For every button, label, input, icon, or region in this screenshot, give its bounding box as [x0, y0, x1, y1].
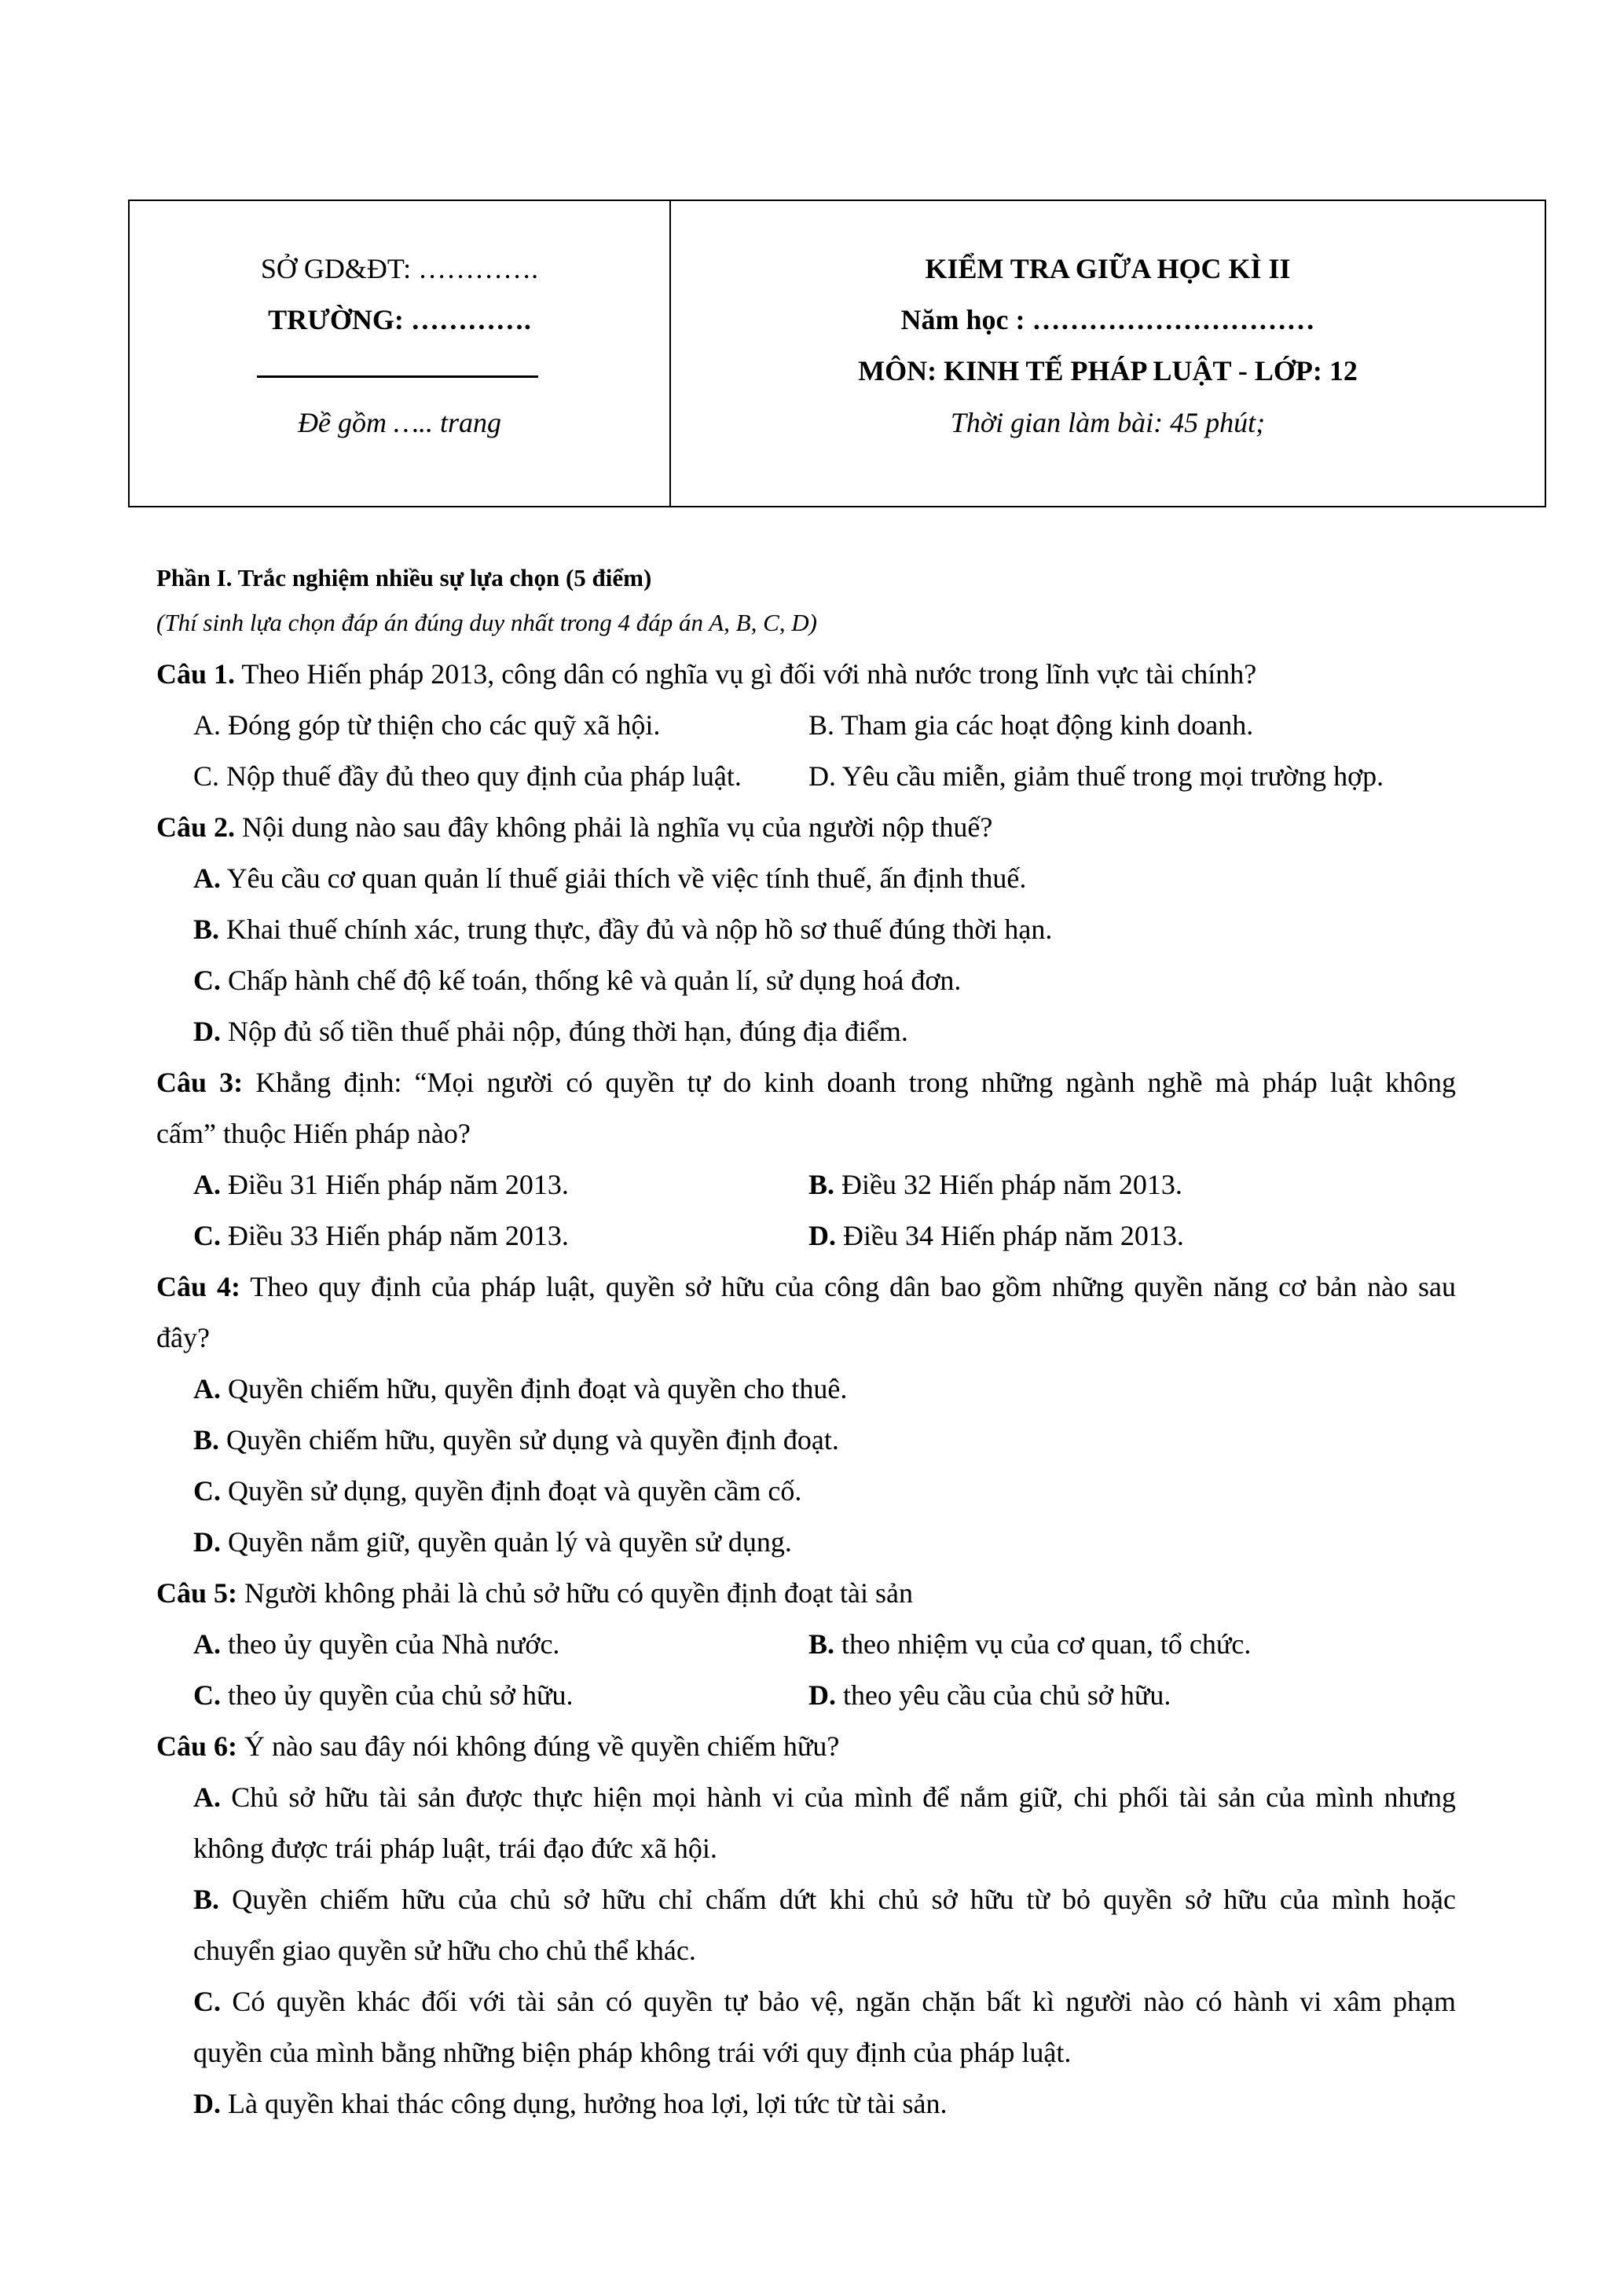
option-text: Là quyền khai thác công dụng, hưởng hoa lợi, lợi tức từ tài sản. — [221, 2088, 948, 2119]
question-2 — [156, 810, 992, 844]
option-key: D. — [808, 1679, 836, 1711]
option-4b[interactable] — [193, 1423, 839, 1457]
option-text: theo ủy quyền của chủ sở hữu. — [221, 1679, 574, 1711]
question-6 — [156, 1729, 839, 1763]
subject-line: MÔN: KINH TẾ PHÁP LUẬT - LỚP: 12 — [858, 355, 1358, 386]
option-6d[interactable] — [193, 2086, 947, 2121]
option-key: B. — [808, 1169, 835, 1200]
question-text: Ý nào sau đây nói không đúng về quyền chiếm hữu? — [237, 1730, 840, 1762]
header-underline — [257, 375, 538, 378]
option-key: A. — [193, 1628, 221, 1660]
question-text: Nội dung nào sau đây không phải là nghĩa vụ của người nộp thuế? — [235, 811, 993, 843]
option-3c[interactable] — [193, 1218, 569, 1253]
option-6a-continued: không được trái pháp luật, trái đạo đức xã hội. — [193, 1833, 717, 1864]
question-label: Câu 5: — [156, 1577, 238, 1609]
option-text: Yêu cầu cơ quan quản lí thuế giải thích về việc tính thuế, ấn định thuế. — [221, 862, 1027, 894]
question-label: Câu 1. — [156, 658, 236, 690]
option-1c[interactable] — [193, 759, 742, 793]
page-count-label: Đề gồm ….. trang — [298, 407, 501, 438]
option-text: Quyền chiếm hữu, quyền định đoạt và quyền cho thuê. — [221, 1373, 848, 1404]
option-text: theo nhiệm vụ của cơ quan, tổ chức. — [834, 1628, 1252, 1660]
option-4a[interactable] — [193, 1371, 847, 1406]
option-2b[interactable] — [193, 912, 1052, 947]
option-5c[interactable] — [193, 1678, 573, 1712]
question-text: Khẳng định: “Mọi người có quyền tự do kinh doanh trong những ngành nghề mà pháp luật không — [243, 1067, 1457, 1098]
option-6a[interactable] — [193, 1780, 1456, 1814]
question-text: Người không phải là chủ sở hữu có quyền định đoạt tài sản — [237, 1577, 913, 1609]
option-1b[interactable] — [808, 708, 1253, 742]
option-key: A. — [193, 1782, 221, 1813]
option-3b[interactable] — [808, 1167, 1182, 1202]
option-key: A. — [193, 1169, 221, 1200]
option-text: A. Đóng góp từ thiện cho các quỹ xã hội. — [193, 709, 661, 741]
option-3a[interactable] — [193, 1167, 569, 1202]
question-3 — [156, 1065, 1456, 1100]
option-text: Khai thuế chính xác, trung thực, đầy đủ và nộp hồ sơ thuế đúng thời hạn. — [219, 914, 1053, 945]
question-label: Câu 4: — [156, 1271, 240, 1302]
option-4d[interactable] — [193, 1525, 792, 1559]
option-text: Chủ sở hữu tài sản được thực hiện mọi hành vi của mình để nắm giữ, chi phối tài sản của mình nhưng — [221, 1782, 1456, 1813]
option-key: D. — [193, 2088, 221, 2119]
option-key: B. — [808, 1628, 835, 1660]
option-key: A. — [193, 862, 221, 894]
option-5a[interactable] — [193, 1627, 559, 1661]
option-1d[interactable] — [808, 759, 1384, 793]
option-text: Quyền nắm giữ, quyền quản lý và quyền sử dụng. — [221, 1526, 792, 1558]
section-title: Phần I. Trắc nghiệm nhiều sự lựa chọn (5 điểm) — [156, 564, 652, 591]
question-4 — [156, 1269, 1456, 1304]
option-key: D. — [808, 1220, 836, 1251]
option-text: Điều 34 Hiến pháp năm 2013. — [836, 1220, 1184, 1251]
option-key: D. — [193, 1526, 221, 1558]
question-text: Theo quy định của pháp luật, quyền sở hữu của công dân bao gồm những quyền năng cơ bản nào sau — [240, 1271, 1456, 1302]
option-key: C. — [193, 1475, 221, 1507]
option-text: Quyền chiếm hữu của chủ sở hữu chỉ chấm dứt khi chủ sở hữu từ bỏ quyền sở hữu của mình hoặc — [219, 1884, 1456, 1915]
option-text: Quyền sử dụng, quyền định đoạt và quyền cầm cố. — [221, 1475, 802, 1507]
question-1 — [156, 657, 1256, 691]
option-4c[interactable] — [193, 1474, 801, 1508]
option-key: C. — [193, 1986, 221, 2017]
option-5d[interactable] — [808, 1678, 1171, 1712]
option-text: D. Yêu cầu miễn, giảm thuế trong mọi trường hợp. — [808, 760, 1384, 792]
option-text: B. Tham gia các hoạt động kinh doanh. — [808, 709, 1254, 741]
option-key: B. — [193, 914, 220, 945]
question-text: Theo Hiến pháp 2013, công dân có nghĩa vụ gì đối với nhà nước trong lĩnh vực tài chính? — [235, 658, 1257, 690]
option-text: Chấp hành chế độ kế toán, thống kê và quản lí, sử dụng hoá đơn. — [221, 965, 962, 996]
option-text: Quyền chiếm hữu, quyền sử dụng và quyền định đoạt. — [219, 1424, 839, 1456]
department-label: SỞ GD&ĐT: …………. — [260, 253, 539, 284]
question-label: Câu 6: — [156, 1730, 238, 1762]
option-text: Điều 32 Hiến pháp năm 2013. — [834, 1169, 1182, 1200]
school-label: TRƯỜNG: …………. — [268, 304, 531, 335]
option-text: Nộp đủ số tiền thuế phải nộp, đúng thời hạn, đúng địa điểm. — [221, 1016, 908, 1047]
option-text: Điều 31 Hiến pháp năm 2013. — [221, 1169, 569, 1200]
option-2d[interactable] — [193, 1014, 908, 1049]
option-6c-continued: quyền của mình bằng những biện pháp không trái với quy định của pháp luật. — [193, 2037, 1072, 2068]
option-key: C. — [193, 1679, 221, 1711]
option-1a[interactable] — [193, 708, 660, 742]
option-text: Điều 33 Hiến pháp năm 2013. — [221, 1220, 569, 1251]
section-instruction: (Thí sinh lựa chọn đáp án đúng duy nhất trong 4 đáp án A, B, C, D) — [156, 609, 817, 636]
option-6c[interactable] — [193, 1984, 1456, 2019]
question-5 — [156, 1576, 913, 1610]
question-label: Câu 3: — [156, 1067, 244, 1098]
option-key: C. — [193, 965, 221, 996]
option-key: C. — [193, 1220, 221, 1251]
exam-time: Thời gian làm bài: 45 phút; — [950, 407, 1266, 438]
option-key: B. — [193, 1884, 220, 1915]
option-key: D. — [193, 1016, 221, 1047]
header-divider — [669, 200, 671, 507]
option-6b[interactable] — [193, 1882, 1456, 1917]
header-box — [128, 200, 1546, 507]
option-text: C. Nộp thuế đầy đủ theo quy định của pháp luật. — [193, 760, 742, 792]
exam-title: KIỂM TRA GIỮA HỌC KÌ II — [925, 253, 1291, 284]
option-text: Có quyền khác đối với tài sản có quyền tự bảo vệ, ngăn chặn bất kì người nào có hành vi xâm phạm — [221, 1986, 1456, 2017]
question-3-continued: cấm” thuộc Hiến pháp nào? — [156, 1118, 471, 1149]
option-text: theo yêu cầu của chủ sở hữu. — [836, 1679, 1171, 1711]
option-key: B. — [193, 1424, 220, 1456]
question-4-continued: đây? — [156, 1322, 210, 1353]
option-5b[interactable] — [808, 1627, 1251, 1661]
option-2a[interactable] — [193, 861, 1026, 895]
option-3d[interactable] — [808, 1218, 1184, 1253]
option-text: theo ủy quyền của Nhà nước. — [221, 1628, 560, 1660]
question-label: Câu 2. — [156, 811, 236, 843]
option-6b-continued: chuyển giao quyền sử hữu cho chủ thể khác. — [193, 1935, 696, 1966]
option-2c[interactable] — [193, 963, 961, 998]
school-year: Năm học : ………………………… — [900, 304, 1315, 335]
option-key: A. — [193, 1373, 221, 1404]
